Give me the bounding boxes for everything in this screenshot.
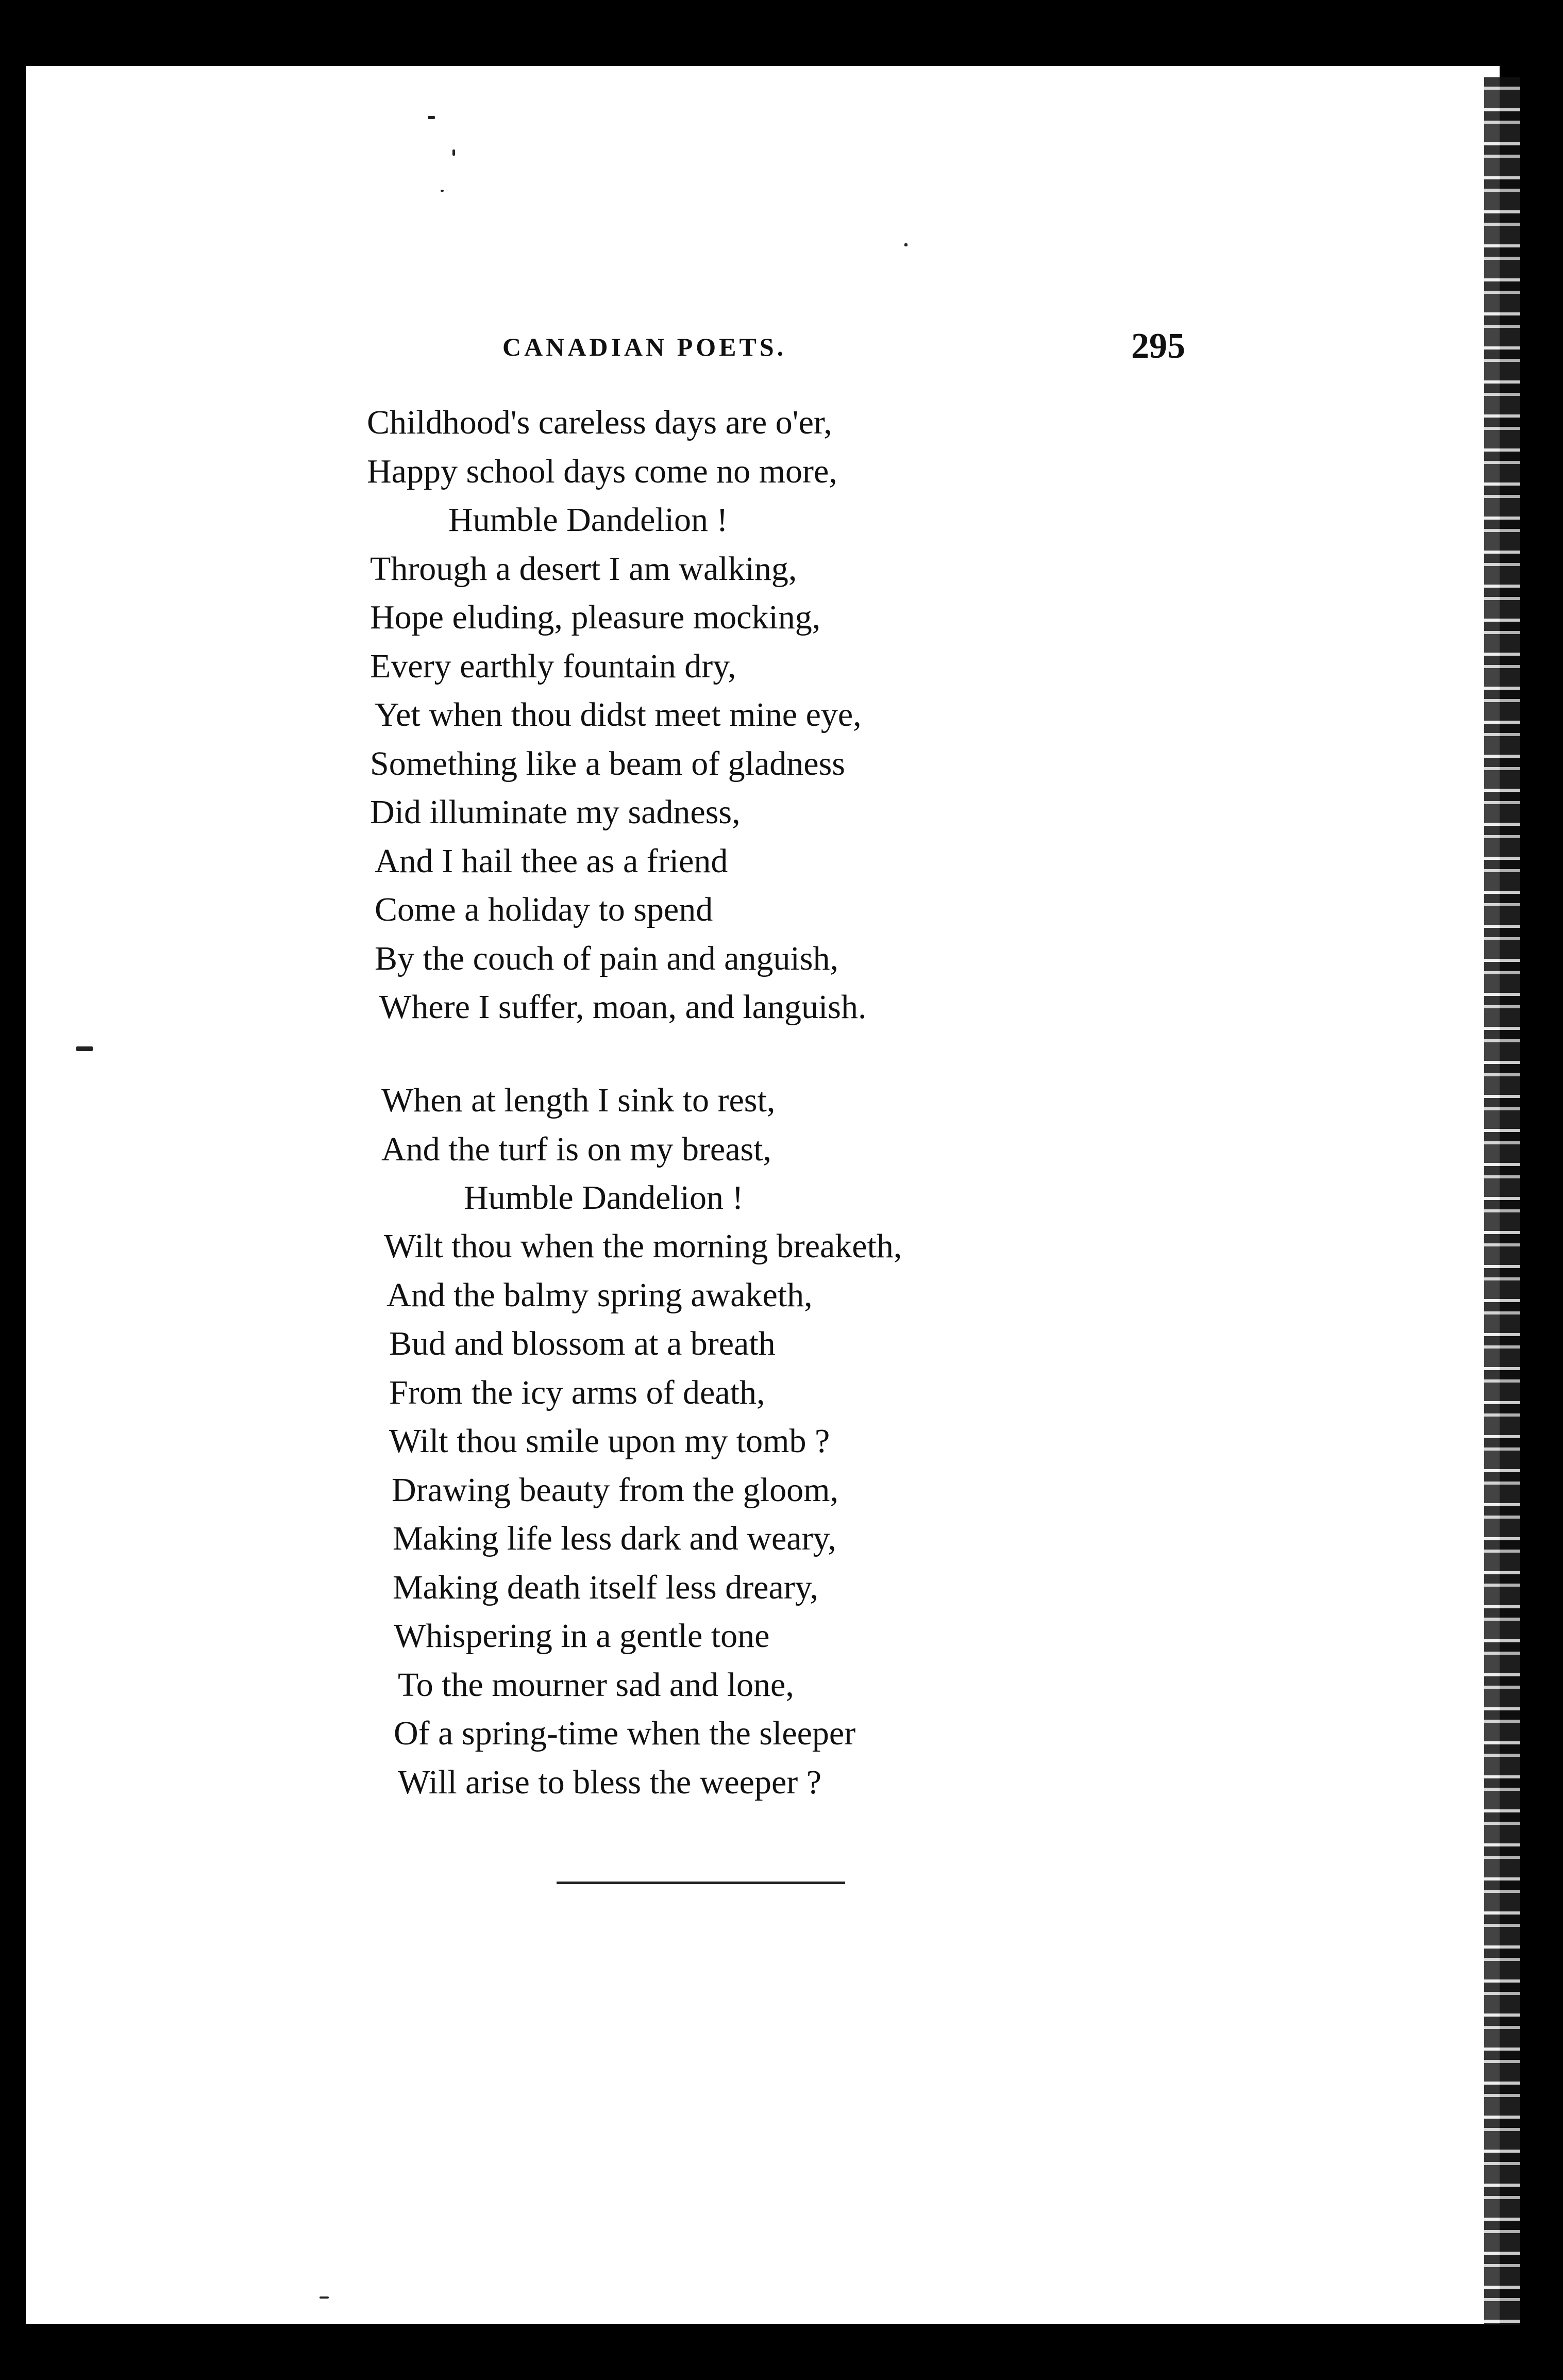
scan-speck xyxy=(428,116,435,119)
scan-speck xyxy=(320,2296,329,2299)
poem-line: From the icy arms of death, xyxy=(389,1374,765,1411)
poem-line: Yet when thou didst meet mine eye, xyxy=(375,696,862,734)
poem-line: Humble Dandelion ! xyxy=(464,1179,744,1217)
page-edge-texture xyxy=(1484,77,1520,2325)
page-header xyxy=(0,326,1563,367)
scan-border xyxy=(1520,72,1563,2330)
poem-line: Happy school days come no more, xyxy=(367,453,837,490)
poem-line: Humble Dandelion ! xyxy=(448,501,728,539)
poem-line: When at length I sink to rest, xyxy=(381,1081,776,1119)
poem-line: Where I suffer, moan, and languish. xyxy=(379,988,867,1026)
poem-line: Whispering in a gentle tone xyxy=(394,1617,770,1655)
poem-line: Childhood's careless days are o'er, xyxy=(367,404,832,441)
poem-line: Through a desert I am walking, xyxy=(370,550,797,588)
poem-line: Wilt thou smile upon my tomb ? xyxy=(389,1422,830,1460)
page-number: 295 xyxy=(1131,326,1185,366)
scan-speck xyxy=(452,149,455,156)
scan-speck xyxy=(76,1046,93,1051)
poem-line: Making death itself less dreary, xyxy=(393,1569,818,1606)
poem-line: Come a holiday to spend xyxy=(375,891,713,928)
poem-line: Drawing beauty from the gloom, xyxy=(392,1471,838,1509)
poem-line: Did illuminate my sadness, xyxy=(370,793,741,831)
poem-line: Hope eluding, pleasure mocking, xyxy=(370,598,821,636)
poem-line: And the balmy spring awaketh, xyxy=(386,1276,813,1314)
poem-line: By the couch of pain and anguish, xyxy=(375,940,838,977)
poem-line: And the turf is on my breast, xyxy=(381,1130,772,1168)
poem-line: Making life less dark and weary, xyxy=(393,1520,836,1557)
poem-line: Bud and blossom at a breath xyxy=(389,1325,776,1362)
poem-line: Will arise to bless the weeper ? xyxy=(398,1763,822,1801)
poem-line: To the mourner sad and lone, xyxy=(398,1666,794,1704)
poem-line: Wilt thou when the morning breaketh, xyxy=(384,1227,902,1265)
section-divider-rule xyxy=(557,1882,845,1884)
poem-line: And I hail thee as a friend xyxy=(375,842,728,880)
scan-speck xyxy=(441,190,444,192)
scan-speck xyxy=(904,243,907,246)
running-head: CANADIAN POETS. xyxy=(502,332,787,361)
poem-line: Of a spring-time when the sleeper xyxy=(394,1715,856,1752)
poem-line: Something like a beam of gladness xyxy=(370,745,845,783)
poem-line: Every earthly fountain dry, xyxy=(370,647,736,685)
